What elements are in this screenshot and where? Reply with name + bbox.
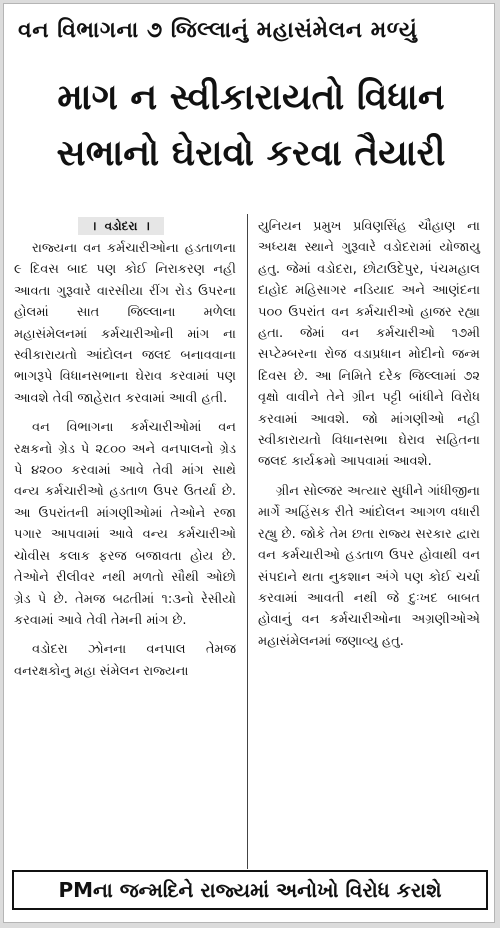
dateline-bullet-end: । [145,219,151,233]
body-paragraph: રાજ્યના વન કર્મચારીઓના હડતાળના ૯ દિવસ બાદ પણ કોઈ નિરાકરણ નહી આવતા ગુરૂવારે વારસીયા રીંગ રોડ ઉપરના હોલમાં સાત જિલ્લાના મળેલા મહાસંમેલનમાં કર્મચારીઓની માંગ ના સ્વીકારાયતો આંદોલન જલદ બનાવવાના ભાગરૂપે વિધાનસભાના ઘેરાવ કરવામાં પણ આવશે તેવી જાહેરાત કરવામાં આવી હતી. [14,241,236,406]
right-column [258,216,480,660]
newspaper-clipping [3,3,495,923]
main-headline: માગ ન સ્વીકારાયતો વિધાન સભાનો ઘેરાવો કરવા તૈયારી [56,77,446,174]
bottom-headline-box [12,870,488,910]
dateline-text: વડોદરા [104,219,138,233]
bottom-headline: PMના જન્મદિને રાજ્યમાં અનોખો વિરોધ કરાશે [58,878,442,902]
dateline [78,217,164,235]
body-paragraph: વન વિભાગના કર્મચારીઓમાં વન રક્ષકનો ગ્રેડ પે ૨૮૦૦ અને વનપાલનો ગ્રેડ પે ૪૨૦૦ કરવામાં આવે તેવી માંગ સાથે વન્ય કર્મચારીઓ હડતાળ ઉપર ઉતર્યા છે. આ ઉપરાંતની માંગણીઓમાં તેઓને રજા પગાર આપવામાં આવે વન્ય કર્મચારીઓ ચોવીસ કલાક ફરજ બજાવતા હોય છે. તેઓને રીલીવર નથી મળતો સૌથી ઓછો ગ્રેડ પે છે. તેમજ બઢતીમાં ૧:૩નો રેસીયો કરવામાં આવે તેવી તેમની માંગ છે. [14,420,236,628]
left-column [14,216,236,690]
body-paragraph: યુનિયન પ્રમુખ પ્રવિણસિંહ ચૌહાણ ના અધ્યક્ષ સ્થાને ગુરૂવારે વડોદરામાં યોજાયુ હતુ. જેમાં વડોદરા, છોટાઉદેપુર, પંચમહાલ દાહોદ મહિસાગર નડિયાદ અને આણંદના ૫૦૦ ઉપરાંત વન કર્મચારીઓ હાજર રહ્યા હતા. જેમાં વન કર્મચારીઓ ૧૭મી સપ્ટેમ્બરના રોજ વડાપ્રધાન મોદીનો જન્મ દિવસ છે. આ નિમિતે દરેક જિલ્લામાં ૭૨ વૃક્ષો વાવીને તેને ગ્રીન પટ્ટી બાંધીને વિરોધ કરવામાં આવશે. જો માંગણીઓ નહી સ્વીકારાયતો વિધાનસભા ઘેરાવ સહિતના જલદ કાર્યક્રમો આપવામાં આવશે. [258,219,480,470]
body-paragraph: વડોદરા ઝોનના વનપાલ તેમજ વનરક્ષકોનુ મહા સંમેલન રાજ્યના [14,642,236,679]
dateline-bullet: । [92,219,97,233]
kicker-headline: વન વિભાગના ૭ જિલ્લાનું મહાસંમેલન મળ્યું [18,18,418,43]
column-divider [247,214,248,869]
body-paragraph: ગ્રીન સોલ્જર અત્યાર સુધીને ગાંધીજીના માર્ગે અહિંસક રીતે આંદોલન આગળ વધારી રહ્યુ છે. જોકે તેમ છતા રાજ્ય સરકાર દ્વારા વન કર્મચારીઓ હડતાળ ઉપર હોવાથી વન સંપદાને થતા નુકશાન અંગે પણ કોઈ ચર્ચા કરવામાં આવતી નથી જે દુઃખદ બાબત હોવાનું વન કર્મચારીઓના અગ્રણીઓએ મહાસંમેલનમાં જણાવ્યુ હતુ. [258,483,480,649]
